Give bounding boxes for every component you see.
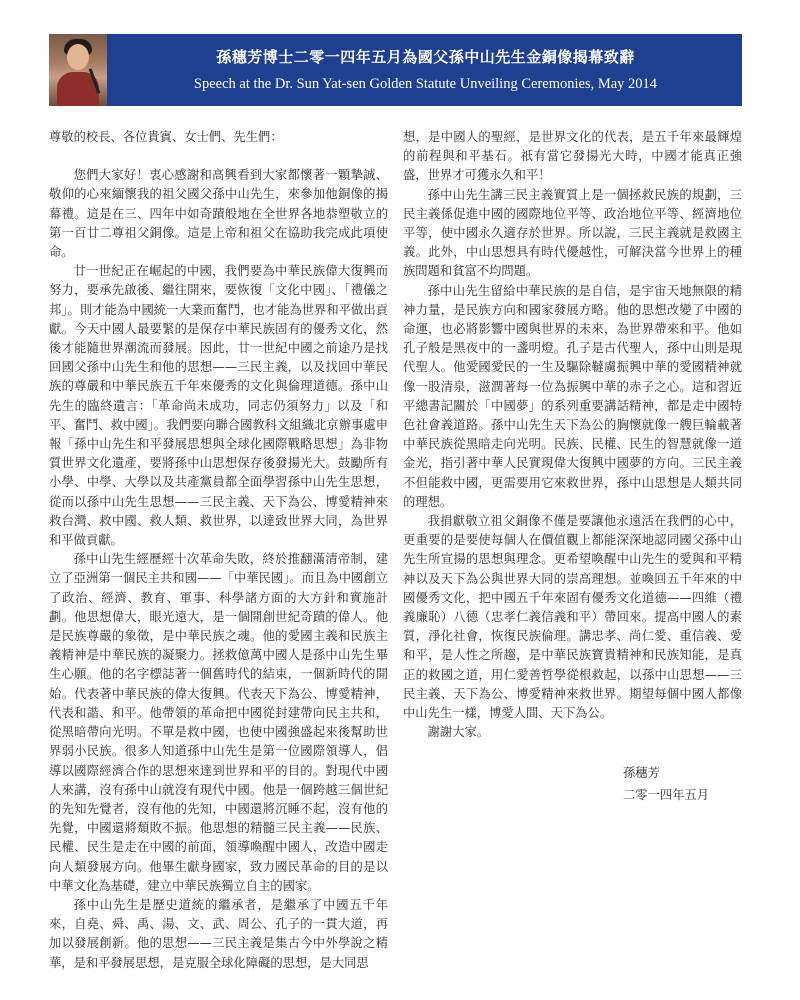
paragraph: 您們大家好！衷心感謝和高興看到大家都懷著一顆摯誠、敬仰的心來緬懷我的祖父國父孫中山先生，來參加他銅像的揭幕禮。這是在三、四年中如奇蹟般地在全世界各地恭塑敬立的第一百廿二尊祖父銅像。這是上帝和祖父在協助我完成此項使命。 [49, 168, 388, 260]
signature-date: 二零一四年五月 [623, 787, 710, 802]
paragraph: 孫中山先生是歷史道統的繼承者，是繼承了中國五千年來，自堯、舜、禹、湯、文、武、周公、孔子的一貫大道，再加以發展創新。他的思想——三民主義是集古今中外學說之精華，是和平發展思想，是克服全球化障礙的思想，是大同思 [49, 897, 388, 970]
title-chinese: 孫穗芳博士二零一四年五月為國父孫中山先生金銅像揭幕致辭 [216, 48, 635, 66]
left-column [49, 128, 388, 973]
paragraph: 孫中山先生講三民主義實質上是一個拯救民族的規劃，三民主義係促進中國的國際地位平等、政治地位平等、經濟地位平等，使中國永久適存於世界。所以說，三民主義就是救國主義。此外，中山思想具有時代優越性，可解決當今世界上的種族問題和貧富不均問題。 [403, 187, 742, 279]
speaker-photo [49, 34, 107, 106]
paragraph: 我捐獻敬立祖父銅像不僅是要讓他永遠活在我們的心中，更重要的是要使每個人在價值觀上都能深深地認同國父孫中山先生所宣揚的思想與理念。更希望喚醒中山先生的愛與和平精神以及天下為公與世界大同的崇高理想。並喚回五千年來的中國優秀文化，把中國五千年來固有優秀文化道德——四維（禮義廉恥）八德（忠孝仁義信義和平）帶回來。提高中國人的素質，淨化社會，恢復民族倫理。講忠孝、尚仁愛、重信義、愛和平，是人性之所趨，是中華民族寶貴精神和民族知能，是真正的救國之道，用仁愛善哲學從根救起，以孫中山思想——三民主義、天下為公、博愛精神來救世界。期望每個中國人都像中山先生一樣，博愛人間、天下為公。 [403, 514, 742, 721]
paragraph-continuation: 想，是中國人的聖經，是世界文化的代表，是五千年來最輝煌的前程與和平基石。祇有當它發揚光大時，中國才能真正強盛，世界才可獲永久和平！ [403, 130, 742, 183]
signature-block [403, 762, 742, 806]
title-banner [49, 34, 742, 106]
signature-name: 孫穗芳 [623, 765, 660, 780]
paragraph: 孫中山先生經歷經十次革命失敗，終於推翻滿清帝制，建立了亞洲第一個民主共和國——「中華民國」。而且為中國創立了政治、經濟、教育、軍事、科學諸方面的大方針和實施計劃。他思想偉大，眼光遠大，是一個開創世紀奇蹟的偉人。他是民族尊嚴的象徵，是中華民族之魂。他的愛國主義和民族主義精神是中華民族的凝聚力。拯救億萬中國人是孫中山先生畢生心願。他的名字標誌著一個舊時代的結束，一個新時代的開始。代表著中華民族的偉大復興。代表天下為公、博愛精神，代表和諧、和平。他帶領的革命把中國從封建帶向民主共和，從黑暗帶向光明。不單是救中國，也使中國強盛起來後幫助世界弱小民族。很多人知道孫中山先生是第一位國際領導人，倡導以國際經濟合作的思想來達到世界和平的目的。對現代中國人來講，沒有孫中山就沒有現代中國。他是一個跨越三個世紀的先知先覺者，沒有他的先知，中國還將沉睡不起，沒有他的先覺，中國還將頹敗不振。他思想的精髓三民主義——民族、民權、民生是走在中國的前面，領導喚醒中國人，改造中國走向人類發展方向。他畢生獻身國家，致力國民革命的目的是以中華文化為基礎，建立中華民族獨立自主的國家。 [49, 552, 388, 893]
closing-thanks: 謝謝大家。 [427, 725, 490, 740]
paragraph: 孫中山先生留給中華民族的是自信，是宇宙天地無限的精神力量，是民族方向和國家發展方略。他的思想改變了中國的命運，也必將影響中國與世界的未來，為世界帶來和平。他如孔子般是黑夜中的一盞明燈。孔子是古代聖人，孫中山則是現代聖人。他愛國愛民的一生及驅除韃虜振興中華的愛國精神就像一股清泉，滋潤著每一位為振興中華的赤子之心。這和習近平總書記關於「中國夢」的系列重要講話精神，都是走中國特色社會義道路。孫中山先生天下為公的胸懷就像一艘巨輪載著中華民族從黑暗走向光明。民族、民權、民生的智慧就像一道金光，指引著中華人民實現偉大復興中國夢的方向。三民主義不但能救中國，更需要用它來救世界，孫中山思想是人類共同的理想。 [403, 283, 742, 509]
title-english: Speech at the Dr. Sun Yat-sen Golden Statute Unveiling Ceremonies, May 2014 [193, 76, 658, 92]
salutation: 尊敬的校長、各位貴賓、女士們、先生們： [49, 130, 283, 144]
right-column [403, 128, 742, 806]
paragraph: 廿一世紀正在崛起的中國，我們要為中華民族偉大復興而努力，要承先啟後、繼往開來，要恢復「文化中國」、「禮儀之邦」。則才能為中國統一大業而奮鬥，也才能為世界和平做出貢獻。今天中國人最要緊的是保存中華民族固有的優秀文化，然後才能隨世界潮流而發展。因此，廿一世紀中國之前途乃是找回國父孫中山先生和他的思想——三民主義，以及找回中華民族的尊嚴和中華民族五千年來優秀的文化與倫理道德。孫中山先生的臨終遺言：「革命尚未成功，同志仍須努力」以及「和平、奮鬥、救中國」。我們要向聯合國教科文組織北京辦事處申報「孫中山先生和平發展思想與全球化國際戰略思想」為非物質世界文化遺產，要將孫中山思想保存後發揚光大。鼓勵所有小學、中學、大學以及共產黨員都全面學習孫中山先生思想，從而以孫中山先生思想——三民主義、天下為公、博愛精神來救台灣、救中國、救人類、救世界，以達致世界大同，為世界和平做貢獻。 [49, 264, 388, 548]
photo-face [67, 44, 89, 70]
article-body [49, 128, 742, 988]
